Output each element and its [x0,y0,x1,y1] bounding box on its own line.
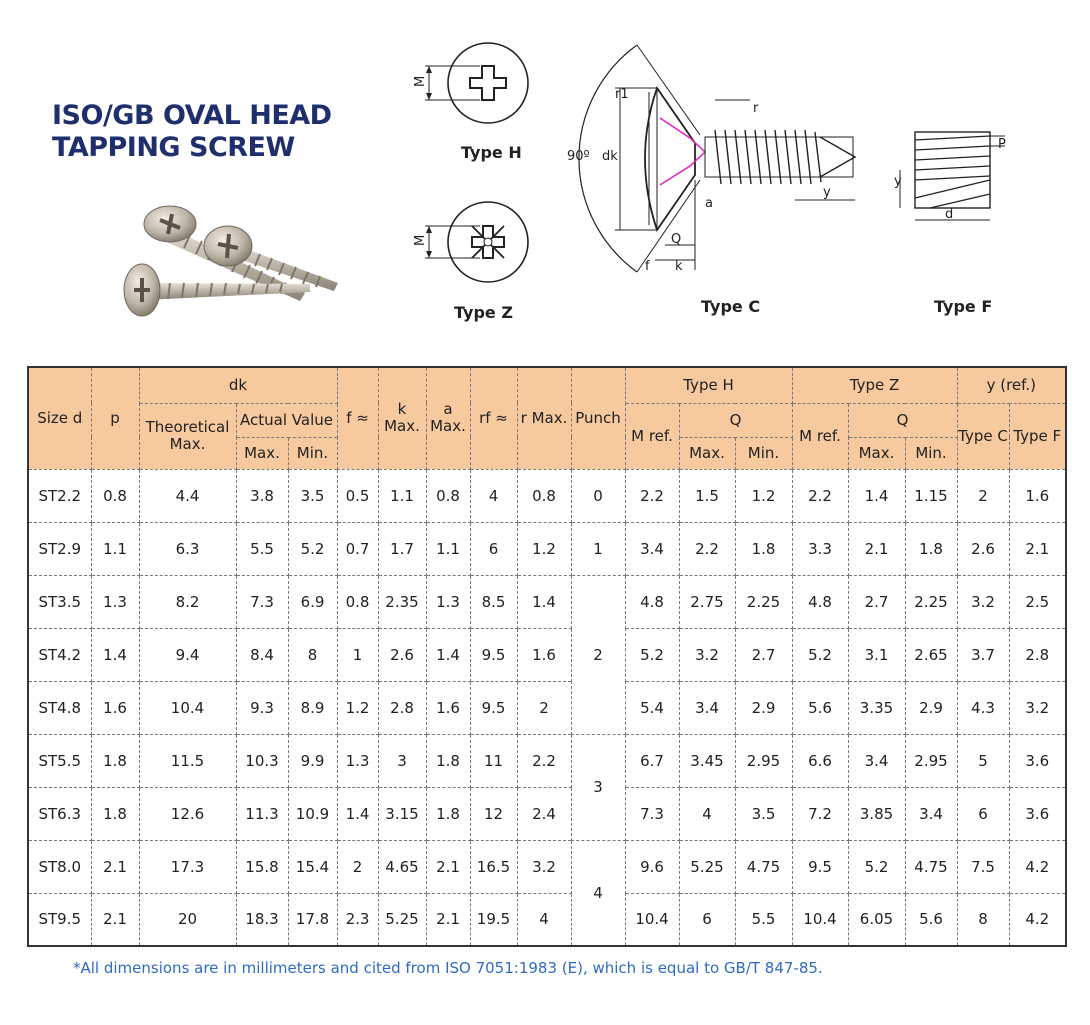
cell-z-m: 6.6 [792,734,848,787]
cell-r: 2.2 [517,734,571,787]
header-dk-theoretical: Theoretical Max. [139,403,236,469]
type-c-a-label: a [705,196,713,211]
cell-yf: 2.1 [1009,522,1066,575]
cell-a: 1.8 [426,787,470,840]
cell-z-m: 9.5 [792,840,848,893]
cell-f: 1.4 [337,787,378,840]
type-h-drawing [405,38,535,133]
screw-product-photo [100,188,345,323]
table-row [28,628,1066,681]
header-z-q-min: Min. [905,437,957,469]
table-row [28,469,1066,522]
header-z-m-ref: M ref. [792,403,848,469]
type-h-label: Type H [461,143,522,162]
cell-dk-th: 6.3 [139,522,236,575]
type-f-p-label: P [998,137,1006,152]
cell-yf: 3.6 [1009,787,1066,840]
cell-f: 0.8 [337,575,378,628]
cell-h-qmax: 3.45 [679,734,735,787]
cell-k: 4.65 [378,840,426,893]
type-z-m-label: M [413,234,428,246]
cell-z-qmin: 1.8 [905,522,957,575]
cell-dk-max: 10.3 [236,734,288,787]
cell-z-qmin: 2.95 [905,734,957,787]
cell-f: 2.3 [337,893,378,946]
type-c-y-label: y [823,185,831,200]
cell-f: 1.3 [337,734,378,787]
cell-h-qmin: 3.5 [735,787,792,840]
cell-rf: 11 [470,734,517,787]
cell-dk-max: 11.3 [236,787,288,840]
cell-p: 2.1 [91,893,139,946]
cell-dk-min: 5.2 [288,522,337,575]
title-line-2: TAPPING SCREW [52,132,295,163]
table-row [28,522,1066,575]
cell-dk-th: 8.2 [139,575,236,628]
cell-size: ST4.8 [28,681,91,734]
cell-yf: 4.2 [1009,840,1066,893]
cell-dk-min: 9.9 [288,734,337,787]
type-f-d-label: d [945,207,954,222]
cell-p: 1.3 [91,575,139,628]
cell-yc: 7.5 [957,840,1009,893]
dimension-table [27,366,1067,947]
header-z-q-max: Max. [848,437,905,469]
cell-yf: 2.5 [1009,575,1066,628]
cell-h-qmin: 5.5 [735,893,792,946]
cell-rf: 16.5 [470,840,517,893]
cell-z-qmin: 1.15 [905,469,957,522]
cell-dk-min: 10.9 [288,787,337,840]
cell-p: 1.6 [91,681,139,734]
cell-p: 1.8 [91,787,139,840]
cell-p: 1.8 [91,734,139,787]
cell-r: 1.4 [517,575,571,628]
cell-rf: 19.5 [470,893,517,946]
cell-z-qmax: 2.1 [848,522,905,575]
cell-f: 0.7 [337,522,378,575]
cell-punch: 2 [571,575,625,734]
cell-z-qmax: 3.1 [848,628,905,681]
cell-size: ST8.0 [28,840,91,893]
title-line-1: ISO/GB OVAL HEAD [52,100,332,131]
type-c-angle-label: 90º [567,149,590,164]
cell-dk-max: 5.5 [236,522,288,575]
header-y-type-c: Type C [957,403,1009,469]
cell-punch: 3 [571,734,625,840]
header-p: p [91,367,139,469]
type-z-drawing [405,196,535,296]
cell-yc: 3.7 [957,628,1009,681]
cell-r: 1.6 [517,628,571,681]
cell-size: ST2.9 [28,522,91,575]
cell-yf: 1.6 [1009,469,1066,522]
cell-dk-min: 3.5 [288,469,337,522]
cell-z-qmax: 1.4 [848,469,905,522]
cell-h-m: 6.7 [625,734,679,787]
cell-z-m: 2.2 [792,469,848,522]
cell-h-m: 3.4 [625,522,679,575]
cell-k: 5.25 [378,893,426,946]
type-c-label: Type C [701,297,761,316]
cell-z-m: 7.2 [792,787,848,840]
cell-p: 1.4 [91,628,139,681]
cell-dk-th: 12.6 [139,787,236,840]
header-h-q-min: Min. [735,437,792,469]
cell-dk-th: 11.5 [139,734,236,787]
cell-k: 3 [378,734,426,787]
cell-a: 1.4 [426,628,470,681]
cell-h-qmax: 1.5 [679,469,735,522]
cell-h-qmax: 6 [679,893,735,946]
cell-r: 0.8 [517,469,571,522]
cell-size: ST2.2 [28,469,91,522]
cell-h-m: 7.3 [625,787,679,840]
cell-z-m: 3.3 [792,522,848,575]
cell-yc: 2 [957,469,1009,522]
cell-h-qmin: 2.9 [735,681,792,734]
cell-rf: 6 [470,522,517,575]
cell-dk-th: 17.3 [139,840,236,893]
cell-yc: 5 [957,734,1009,787]
cell-rf: 9.5 [470,681,517,734]
cell-rf: 4 [470,469,517,522]
cell-dk-th: 20 [139,893,236,946]
cell-yc: 6 [957,787,1009,840]
cell-size: ST6.3 [28,787,91,840]
cell-z-qmin: 2.9 [905,681,957,734]
cell-h-m: 10.4 [625,893,679,946]
cell-z-qmin: 5.6 [905,893,957,946]
table-row [28,787,1066,840]
header-dk-max: Max. [236,437,288,469]
header-h-q: Q [679,403,792,437]
cell-h-m: 9.6 [625,840,679,893]
type-c-dk-label: dk [602,149,618,164]
cell-dk-min: 15.4 [288,840,337,893]
cell-yc: 3.2 [957,575,1009,628]
cell-dk-min: 17.8 [288,893,337,946]
cell-k: 3.15 [378,787,426,840]
cell-size: ST5.5 [28,734,91,787]
header-k: k Max. [378,367,426,469]
cell-h-qmax: 3.2 [679,628,735,681]
cell-size: ST9.5 [28,893,91,946]
page-title [52,100,332,164]
cell-h-m: 4.8 [625,575,679,628]
cell-yf: 3.6 [1009,734,1066,787]
cell-a: 2.1 [426,893,470,946]
cell-a: 2.1 [426,840,470,893]
cell-yf: 2.8 [1009,628,1066,681]
header-punch: Punch [571,367,625,469]
cell-a: 1.1 [426,522,470,575]
header-dk-min: Min. [288,437,337,469]
cell-dk-max: 3.8 [236,469,288,522]
table-row [28,840,1066,893]
header-a: a Max. [426,367,470,469]
type-c-drawing [565,40,870,280]
cell-h-m: 5.4 [625,681,679,734]
cell-dk-max: 15.8 [236,840,288,893]
cell-z-m: 10.4 [792,893,848,946]
cell-h-qmax: 3.4 [679,681,735,734]
cell-z-qmax: 3.85 [848,787,905,840]
cell-h-qmax: 2.75 [679,575,735,628]
type-f-label: Type F [934,297,993,316]
cell-yc: 8 [957,893,1009,946]
cell-a: 1.8 [426,734,470,787]
cell-punch: 1 [571,522,625,575]
header-y-ref: y (ref.) [957,367,1066,403]
cell-r: 4 [517,893,571,946]
cell-z-qmin: 4.75 [905,840,957,893]
cell-h-qmax: 4 [679,787,735,840]
header-r: r Max. [517,367,571,469]
type-c-q-label: Q [671,232,682,247]
cell-k: 1.7 [378,522,426,575]
cell-yf: 4.2 [1009,893,1066,946]
cell-dk-max: 8.4 [236,628,288,681]
header-size-d: Size d [28,367,91,469]
cell-h-qmin: 2.25 [735,575,792,628]
cell-yc: 4.3 [957,681,1009,734]
header-rf: rf ≈ [470,367,517,469]
cell-h-qmin: 4.75 [735,840,792,893]
cell-z-m: 5.2 [792,628,848,681]
cell-z-qmin: 3.4 [905,787,957,840]
cell-p: 1.1 [91,522,139,575]
cell-yc: 2.6 [957,522,1009,575]
table-row [28,681,1066,734]
cell-z-m: 4.8 [792,575,848,628]
header-type-z: Type Z [792,367,957,403]
cell-f: 1 [337,628,378,681]
cell-rf: 8.5 [470,575,517,628]
cell-z-qmin: 2.25 [905,575,957,628]
header-type-h: Type H [625,367,792,403]
cell-z-qmin: 2.65 [905,628,957,681]
cell-z-qmax: 3.4 [848,734,905,787]
cell-f: 2 [337,840,378,893]
type-f-drawing [890,110,1030,250]
type-h-m-label: M [413,75,428,87]
cell-dk-max: 9.3 [236,681,288,734]
type-c-f-label: f [645,259,650,274]
cell-f: 1.2 [337,681,378,734]
cell-p: 0.8 [91,469,139,522]
cell-k: 2.8 [378,681,426,734]
cell-h-qmin: 1.8 [735,522,792,575]
cell-size: ST3.5 [28,575,91,628]
header-h-q-max: Max. [679,437,735,469]
header-f: f ≈ [337,367,378,469]
cell-h-m: 2.2 [625,469,679,522]
cell-z-qmax: 3.35 [848,681,905,734]
cell-dk-min: 8.9 [288,681,337,734]
header-dk: dk [139,367,337,403]
cell-r: 2 [517,681,571,734]
table-body [28,469,1066,946]
cell-k: 2.35 [378,575,426,628]
type-z-label: Type Z [454,303,513,322]
cell-dk-min: 8 [288,628,337,681]
table-row [28,734,1066,787]
cell-dk-th: 9.4 [139,628,236,681]
cell-h-qmin: 1.2 [735,469,792,522]
cell-yf: 3.2 [1009,681,1066,734]
cell-f: 0.5 [337,469,378,522]
cell-h-qmax: 2.2 [679,522,735,575]
cell-z-m: 5.6 [792,681,848,734]
cell-dk-th: 4.4 [139,469,236,522]
cell-dk-th: 10.4 [139,681,236,734]
type-c-r-label: r [753,101,759,116]
cell-size: ST4.2 [28,628,91,681]
cell-rf: 9.5 [470,628,517,681]
cell-dk-max: 18.3 [236,893,288,946]
cell-h-qmin: 2.7 [735,628,792,681]
cell-h-qmax: 5.25 [679,840,735,893]
type-c-k-label: k [675,259,683,274]
cell-punch: 0 [571,469,625,522]
table-row [28,575,1066,628]
cell-r: 2.4 [517,787,571,840]
cell-r: 1.2 [517,522,571,575]
cell-a: 0.8 [426,469,470,522]
type-f-y-label: y [894,174,902,189]
header-z-q: Q [848,403,957,437]
cell-a: 1.3 [426,575,470,628]
cell-p: 2.1 [91,840,139,893]
type-c-r1-label: r1 [615,87,629,102]
cell-k: 2.6 [378,628,426,681]
cell-z-qmax: 5.2 [848,840,905,893]
cell-z-qmax: 6.05 [848,893,905,946]
cell-h-qmin: 2.95 [735,734,792,787]
table-row [28,893,1066,946]
header-y-type-f: Type F [1009,403,1066,469]
cell-rf: 12 [470,787,517,840]
header-h-m-ref: M ref. [625,403,679,469]
cell-k: 1.1 [378,469,426,522]
header-dk-actual: Actual Value [236,403,337,437]
cell-a: 1.6 [426,681,470,734]
cell-z-qmax: 2.7 [848,575,905,628]
cell-dk-min: 6.9 [288,575,337,628]
cell-punch: 4 [571,840,625,946]
footnote: *All dimensions are in millimeters and cited from ISO 7051:1983 (E), which is equal to GB/T 847-85. [73,959,823,977]
cell-r: 3.2 [517,840,571,893]
cell-h-m: 5.2 [625,628,679,681]
cell-dk-max: 7.3 [236,575,288,628]
